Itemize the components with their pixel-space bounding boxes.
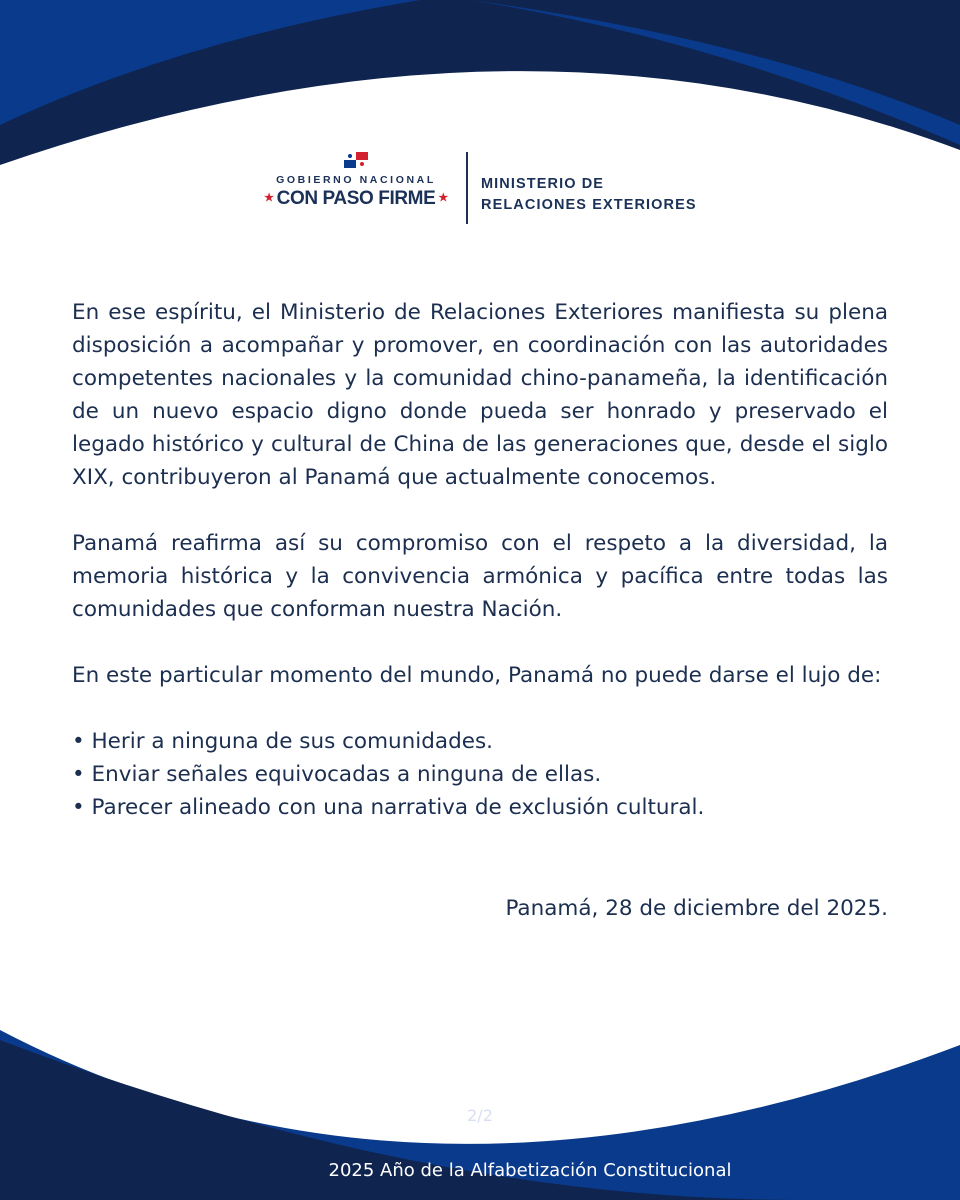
ministry-name [481,174,697,216]
gov-line2 [256,188,456,210]
gov-slogan: CON PASO FIRME [276,188,436,209]
header-divider [466,152,468,224]
page-number: 2/2 [467,1106,493,1125]
paragraph-3: En este particular momento del mundo, Panamá no puede darse el lujo de: [72,663,882,688]
footer-motto: 2025 Año de la Alfabetización Constitucional [328,1160,732,1181]
header-logos [0,148,960,228]
list-item: • Herir a ninguna de sus comunidades. [72,729,493,754]
statement-body [72,296,888,824]
ministry-line1: MINISTERIO DE [481,176,605,192]
list-item: • Parecer alineado con una narrativa de exclusión cultural. [72,795,705,820]
bullet-list [72,725,888,824]
list-item: • Enviar señales equivocadas a ninguna de ellas. [72,762,602,787]
ministry-line2: RELACIONES EXTERIORES [481,197,697,213]
gov-line1: GOBIERNO NACIONAL [276,174,436,186]
panama-flag-icon [344,152,368,168]
signoff-date: Panamá, 28 de diciembre del 2025. [505,896,888,921]
paragraph-2: Panamá reafirma así su compromiso con el respeto a la diversidad, la memoria histórica y la convivencia armónica y pacífica entre todas las comunidades que conforman nuestra Nación. [72,531,888,622]
paragraph-1: En ese espíritu, el Ministerio de Relaciones Exteriores manifiesta su plena disposición a acompañar y promover, en coordinación con las autoridades competentes nacionales y la comunidad chino-panameña, la identificación de un nuevo espacio digno donde pueda ser honrado y preservado el legado histórico y cultural de China de las generaciones que, desde el siglo XIX, contribuyeron al Panamá que actualmente conocemos. [72,300,888,490]
star-icon: ★ [438,192,448,204]
star-icon: ★ [264,192,274,204]
